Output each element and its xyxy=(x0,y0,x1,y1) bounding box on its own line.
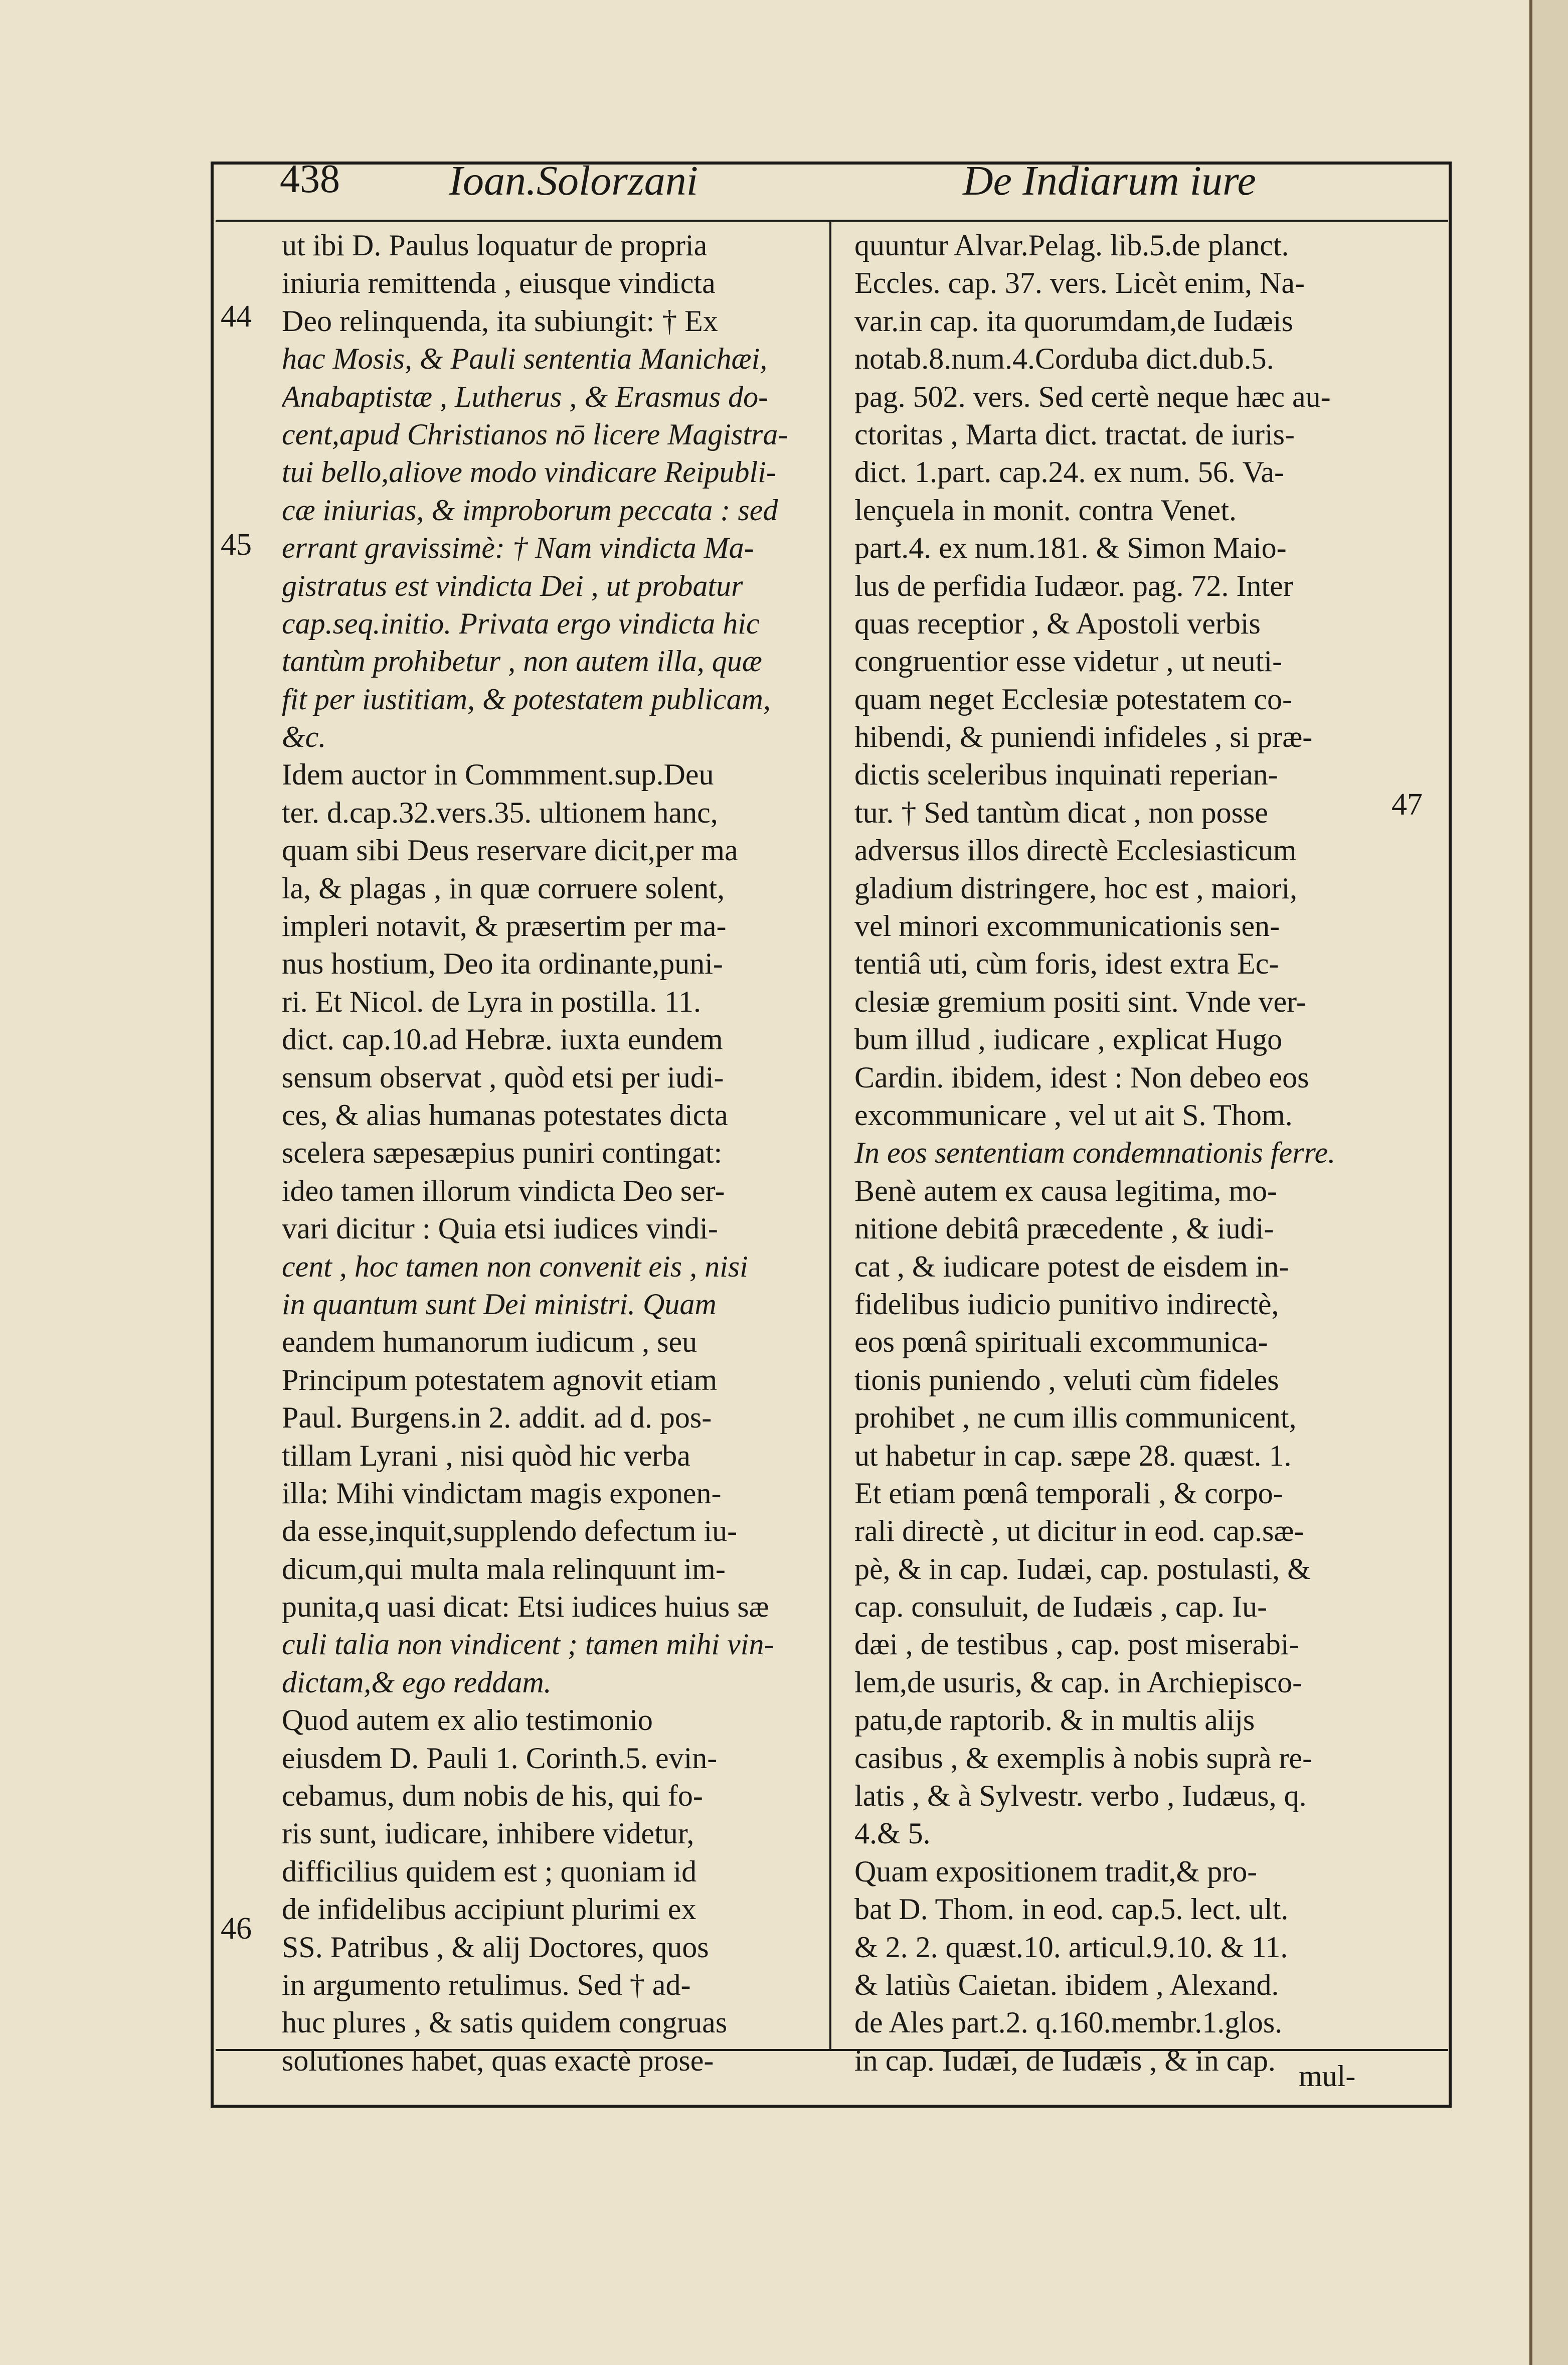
text-line: cap.seq.initio. Privata ergo vindicta hic xyxy=(282,606,760,640)
text-line: impleri notavit, & præsertim per ma- xyxy=(282,909,727,943)
margin-number-44: 44 xyxy=(221,299,252,334)
text-line: fit per iustitiam, & potestatem publicam, xyxy=(282,682,771,716)
text-line: in quantum sunt Dei ministri. Quam xyxy=(282,1287,717,1321)
text-line: bum illud , iudicare , explicat Hugo xyxy=(854,1023,1283,1056)
running-head-left: Ioan.Solorzani xyxy=(449,157,699,204)
text-line: 4.& 5. xyxy=(854,1817,931,1850)
text-line: gladium distringere, hoc est , maiori, xyxy=(854,871,1298,905)
text-line: huc plures , & satis quidem congruas xyxy=(282,2006,728,2039)
text-line: difficilius quidem est ; quoniam id xyxy=(282,1854,697,1888)
text-line: quas receptior , & Apostoli verbis xyxy=(854,606,1261,640)
header-rule xyxy=(216,220,1448,222)
text-line: eos pœnâ spirituali excommunica- xyxy=(854,1325,1268,1359)
text-line: gistratus est vindicta Dei , ut probatur xyxy=(282,569,743,602)
text-line: iniuria remittenda , eiusque vindicta xyxy=(282,266,716,300)
text-line: tionis puniendo , veluti cùm fideles xyxy=(854,1363,1279,1396)
text-line: Principum potestatem agnovit etiam xyxy=(282,1363,718,1396)
text-line: errant gravissimè: † Nam vindicta Ma- xyxy=(282,531,754,565)
text-line: tui bello,aliove modo vindicare Reipubli- xyxy=(282,455,776,489)
text-line: prohibet , ne cum illis communicent, xyxy=(854,1401,1297,1435)
text-line: dictam,& ego reddam. xyxy=(282,1665,552,1699)
column-divider xyxy=(829,222,831,2050)
left-column xyxy=(282,227,813,2080)
text-line: cæ iniurias, & improborum peccata : sed xyxy=(282,493,778,527)
text-line: fidelibus iudicio punitivo indirectè, xyxy=(854,1287,1279,1321)
running-head-right: De Indiarum iure xyxy=(963,157,1256,204)
text-line: Quod autem ex alio testimonio xyxy=(282,1703,653,1737)
text-line: Eccles. cap. 37. vers. Licèt enim, Na- xyxy=(854,266,1305,300)
text-line: tillam Lyrani , nisi quòd hic verba xyxy=(282,1439,690,1472)
text-line: tantùm prohibetur , non autem illa, quæ xyxy=(282,645,762,678)
text-line: lem,de usuris, & cap. in Archiepisco- xyxy=(854,1665,1303,1699)
text-line: SS. Patribus , & alij Doctores, quos xyxy=(282,1930,709,1964)
text-line: hac Mosis, & Pauli sententia Manichæi, xyxy=(282,342,768,376)
text-line: nitione debitâ præcedente , & iudi- xyxy=(854,1212,1274,1245)
text-line: latis , & à Sylvestr. verbo , Iudæus, q. xyxy=(854,1779,1307,1813)
right-column xyxy=(854,227,1439,2080)
text-line: Et etiam pœnâ temporali , & corpo- xyxy=(854,1476,1283,1510)
text-line: cap. consuluit, de Iudæis , cap. Iu- xyxy=(854,1590,1268,1624)
text-line: nus hostium, Deo ita ordinante,puni- xyxy=(282,947,723,981)
text-line: illa: Mihi vindictam magis exponen- xyxy=(282,1476,722,1510)
text-line: punita,q uasi dicat: Etsi iudices huius sæ xyxy=(282,1590,769,1624)
margin-number-46: 46 xyxy=(221,1912,252,1946)
text-line: cent,apud Christianos nō licere Magistra- xyxy=(282,417,788,451)
text-line: ter. d.cap.32.vers.35. ultionem hanc, xyxy=(282,796,718,829)
text-line: ri. Et Nicol. de Lyra in postilla. 11. xyxy=(282,985,701,1018)
text-line: vel minori excommunicationis sen- xyxy=(854,909,1280,943)
text-line: vari dicitur : Quia etsi iudices vindi- xyxy=(282,1212,718,1245)
text-line: quam sibi Deus reservare dicit,per ma xyxy=(282,834,738,867)
text-line: casibus , & exemplis à nobis suprà re- xyxy=(854,1741,1313,1775)
text-line: Idem auctor in Commment.sup.Deu xyxy=(282,758,714,792)
text-line: clesiæ gremium positi sint. Vnde ver- xyxy=(854,985,1306,1018)
text-line: pag. 502. vers. Sed certè neque hæc au- xyxy=(854,380,1331,413)
text-line: ces, & alias humanas potestates dicta xyxy=(282,1098,728,1132)
text-line: dictis sceleribus inquinati reperian- xyxy=(854,758,1278,792)
text-line: eandem humanorum iudicum , seu xyxy=(282,1325,698,1359)
text-line: congruentior esse videtur , ut neuti- xyxy=(854,645,1283,678)
text-line: cebamus, dum nobis de his, qui fo- xyxy=(282,1779,703,1813)
text-line: culi talia non vindicent ; tamen mihi vin- xyxy=(282,1628,774,1661)
text-line: cat , & iudicare potest de eisdem in- xyxy=(854,1249,1289,1283)
catchword: mul- xyxy=(1299,2060,1356,2093)
text-line: scelera sæpesæpius puniri contingat: xyxy=(282,1136,723,1170)
text-line: quuntur Alvar.Pelag. lib.5.de planct. xyxy=(854,229,1289,262)
text-line: In eos sententiam condemnationis ferre. xyxy=(854,1136,1336,1170)
text-line: la, & plagas , in quæ corruere solent, xyxy=(282,871,725,905)
text-line: solutiones habet, quas exactè prose- xyxy=(282,2043,714,2077)
text-line: dict. 1.part. cap.24. ex num. 56. Va- xyxy=(854,455,1285,489)
text-line: in argumento retulimus. Sed † ad- xyxy=(282,1968,691,2001)
text-line: dict. cap.10.ad Hebræ. iuxta eundem xyxy=(282,1023,723,1056)
text-line: dicum,qui multa mala relinquunt im- xyxy=(282,1552,726,1586)
margin-number-45: 45 xyxy=(221,528,252,562)
text-line: & latiùs Caietan. ibidem , Alexand. xyxy=(854,1968,1279,2001)
text-line: rali directè , ut dicitur in eod. cap.sæ- xyxy=(854,1514,1304,1548)
text-line: tentiâ uti, cùm foris, idest extra Ec- xyxy=(854,947,1279,981)
text-line: ctoritas , Marta dict. tractat. de iuris- xyxy=(854,417,1295,451)
text-line: excommunicare , vel ut ait S. Thom. xyxy=(854,1098,1293,1132)
text-line: quam neget Ecclesiæ potestatem co- xyxy=(854,682,1293,716)
text-line: Paul. Burgens.in 2. addit. ad d. pos- xyxy=(282,1401,712,1435)
text-line: ut ibi D. Paulus loquatur de propria xyxy=(282,229,708,262)
text-line: de infidelibus accipiunt plurimi ex xyxy=(282,1893,696,1926)
text-line: tur. † Sed tantùm dicat , non posse xyxy=(854,796,1268,829)
text-line: ut habetur in cap. sæpe 28. quæst. 1. xyxy=(854,1439,1292,1472)
text-line: ris sunt, iudicare, inhibere videtur, xyxy=(282,1817,694,1850)
text-line: lus de perfidia Iudæor. pag. 72. Inter xyxy=(854,569,1293,602)
text-line: & 2. 2. quæst.10. articul.9.10. & 11. xyxy=(854,1930,1288,1964)
page-edge xyxy=(1529,0,1568,2365)
text-line: bat D. Thom. in eod. cap.5. lect. ult. xyxy=(854,1893,1289,1926)
text-line: de Ales part.2. q.160.membr.1.glos. xyxy=(854,2006,1283,2039)
text-line: hibendi, & puniendi infideles , si præ- xyxy=(854,720,1313,754)
text-line: adversus illos directè Ecclesiasticum xyxy=(854,834,1297,867)
text-line: ideo tamen illorum vindicta Deo ser- xyxy=(282,1174,725,1207)
text-line: var.in cap. ita quorumdam,de Iudæis xyxy=(854,304,1293,338)
text-line: pè, & in cap. Iudæi, cap. postulasti, & xyxy=(854,1552,1311,1586)
text-line: da esse,inquit,supplendo defectum iu- xyxy=(282,1514,738,1548)
margin-number-47: 47 xyxy=(1391,787,1423,822)
text-line: Cardin. ibidem, idest : Non debeo eos xyxy=(854,1060,1309,1094)
text-line: Anabaptistæ , Lutherus , & Erasmus do- xyxy=(282,380,769,413)
text-line: lençuela in monit. contra Venet. xyxy=(854,493,1237,527)
page-number: 438 xyxy=(280,157,340,201)
text-line: Benè autem ex causa legitima, mo- xyxy=(854,1174,1278,1207)
text-line: dæi , de testibus , cap. post miserabi- xyxy=(854,1628,1299,1661)
text-line: Quam expositionem tradit,& pro- xyxy=(854,1854,1258,1888)
text-line: eiusdem D. Pauli 1. Corinth.5. evin- xyxy=(282,1741,718,1775)
text-line: in cap. Iudæi, de Iudæis , & in cap. xyxy=(854,2043,1276,2077)
text-line: Deo relinquenda, ita subiungit: † Ex xyxy=(282,304,718,338)
text-line: part.4. ex num.181. & Simon Maio- xyxy=(854,531,1287,565)
text-line: notab.8.num.4.Corduba dict.dub.5. xyxy=(854,342,1274,376)
text-line: patu,de raptorib. & in multis alijs xyxy=(854,1703,1255,1737)
text-line: sensum observat , quòd etsi per iudi- xyxy=(282,1060,724,1094)
text-line: &c. xyxy=(282,720,326,754)
text-line: cent , hoc tamen non convenit eis , nisi xyxy=(282,1249,748,1283)
